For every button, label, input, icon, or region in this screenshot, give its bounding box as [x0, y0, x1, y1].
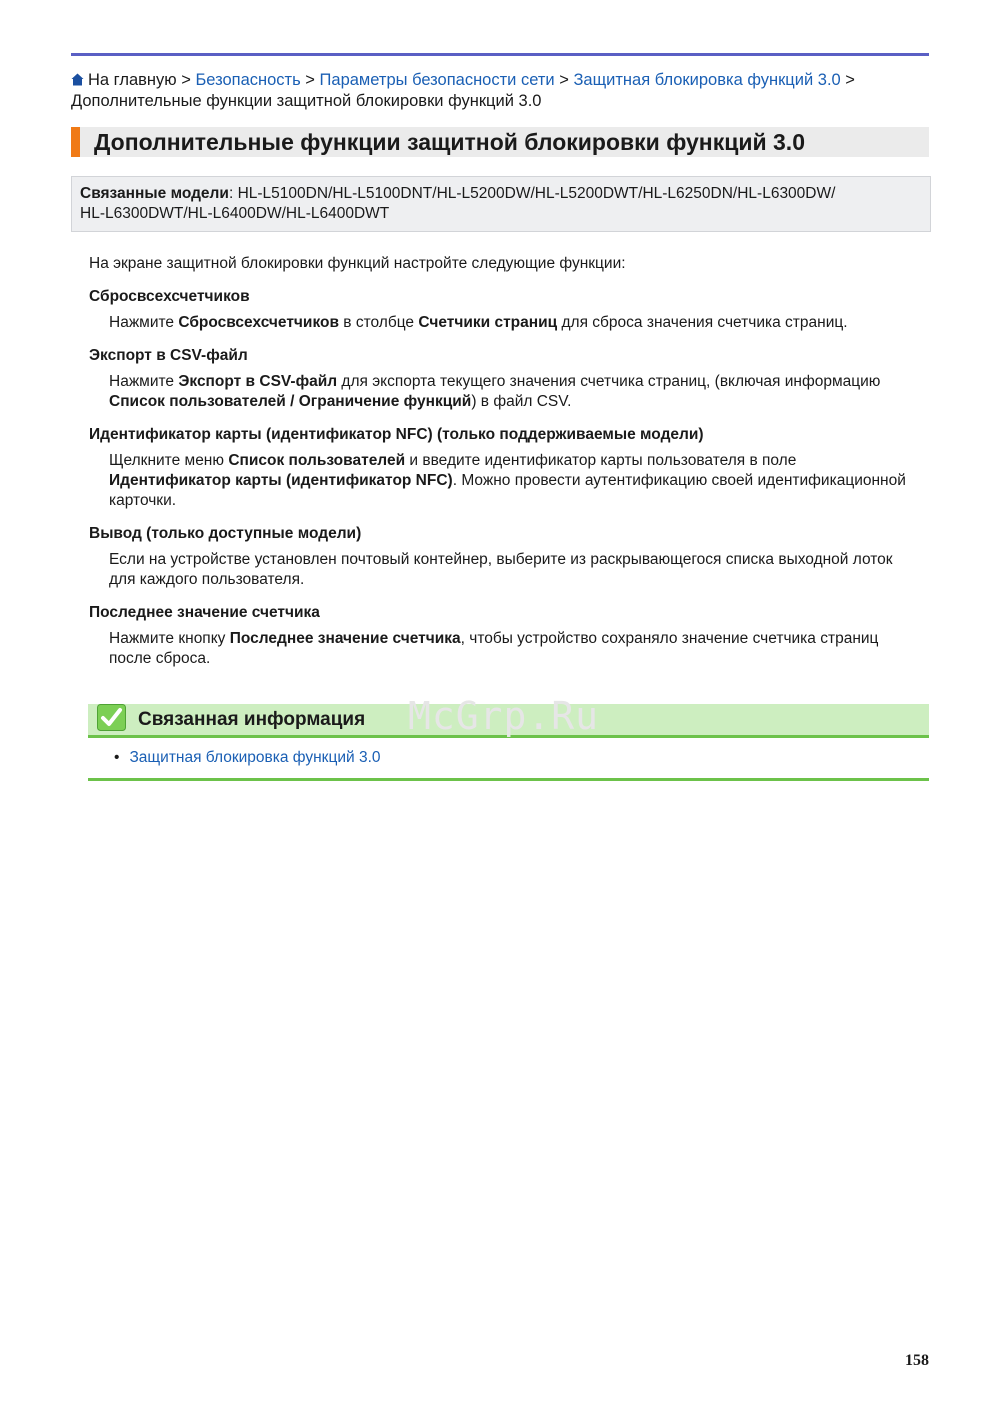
- intro-text: На экране защитной блокировки функций настройте следующие функции:: [89, 255, 626, 272]
- breadcrumb-link-secure-function-lock[interactable]: Защитная блокировка функций 3.0: [573, 71, 841, 89]
- home-icon[interactable]: [71, 73, 84, 86]
- related-links-list: [88, 738, 929, 781]
- title-accent-bar: [71, 127, 80, 157]
- related-information: [88, 694, 929, 781]
- page-number: 158: [905, 1352, 929, 1369]
- related-models-list-line1: HL-L5100DN/HL-L5100DNT/HL-L5200DW/HL-L5200DWT/HL-L6250DN/HL-L6300DW/: [237, 185, 836, 202]
- page-title-bar: [71, 127, 929, 157]
- section-description: Если на устройстве установлен почтовый контейнер, выберите из раскрывающегося списка выходной лоток для каждого пользователя.: [109, 551, 893, 588]
- page-title: Дополнительные функции защитной блокировки функций 3.0: [94, 129, 805, 155]
- breadcrumb-current: Дополнительные функции защитной блокировки функций 3.0: [71, 92, 542, 110]
- breadcrumb-separator: >: [554, 71, 574, 89]
- section-description: Нажмите Экспорт в CSV-файл для экспорта текущего значения счетчика страниц, (включая информацию Список пользователей / Ограничение функций) в файл CSV.: [109, 373, 881, 410]
- related-models-label: Связанные модели: [80, 185, 229, 202]
- section-term: Последнее значение счетчика: [89, 604, 320, 621]
- breadcrumb-home[interactable]: На главную: [88, 71, 177, 89]
- section-term: Экспорт в CSV-файл: [89, 347, 248, 364]
- section-description: Нажмите кнопку Последнее значение счетчика, чтобы устройство сохраняло значение счетчика страниц после сброса.: [109, 630, 879, 667]
- related-information-header: [88, 694, 929, 738]
- list-item: [114, 748, 929, 768]
- section-term: Идентификатор карты (идентификатор NFC) (только поддерживаемые модели): [89, 426, 704, 443]
- watermark: McGrp.Ru: [408, 694, 600, 738]
- top-rule: [71, 53, 929, 56]
- breadcrumb-separator: >: [840, 71, 855, 89]
- section-export-csv: [89, 346, 919, 412]
- section-description: Нажмите Сбросвсехсчетчиков в столбце Счетчики страниц для сброса значения счетчика страниц.: [109, 314, 848, 331]
- section-term: Сбросвсехсчетчиков: [89, 288, 250, 305]
- breadcrumb-link-network-security[interactable]: Параметры безопасности сети: [319, 71, 555, 89]
- bullet: •: [114, 749, 120, 766]
- section-output: [89, 524, 919, 590]
- breadcrumb-link-security[interactable]: Безопасность: [195, 71, 301, 89]
- section-last-counter-value: [89, 603, 919, 669]
- section-reset-all-counters: [89, 287, 919, 333]
- checkmark-icon: [97, 704, 126, 731]
- related-information-title: Связанная информация: [138, 709, 366, 730]
- breadcrumb: [71, 70, 931, 112]
- section-card-id: [89, 425, 919, 511]
- main-content: [89, 254, 919, 682]
- breadcrumb-separator: >: [176, 71, 196, 89]
- breadcrumb-separator: >: [300, 71, 320, 89]
- section-term: Вывод (только доступные модели): [89, 525, 362, 542]
- related-models-box: [71, 176, 931, 232]
- section-description: Щелкните меню Список пользователей и введите идентификатор карты пользователя в поле Идентификатор карты (идентификатор NFC). Можно провести аутентификацию своей идентификационной карточки.: [109, 452, 906, 509]
- related-models-colon: :: [228, 185, 238, 202]
- related-link-secure-function-lock[interactable]: Защитная блокировка функций 3.0: [129, 749, 381, 766]
- related-models-list-line2: HL-L6300DWT/HL-L6400DW/HL-L6400DWT: [80, 205, 390, 222]
